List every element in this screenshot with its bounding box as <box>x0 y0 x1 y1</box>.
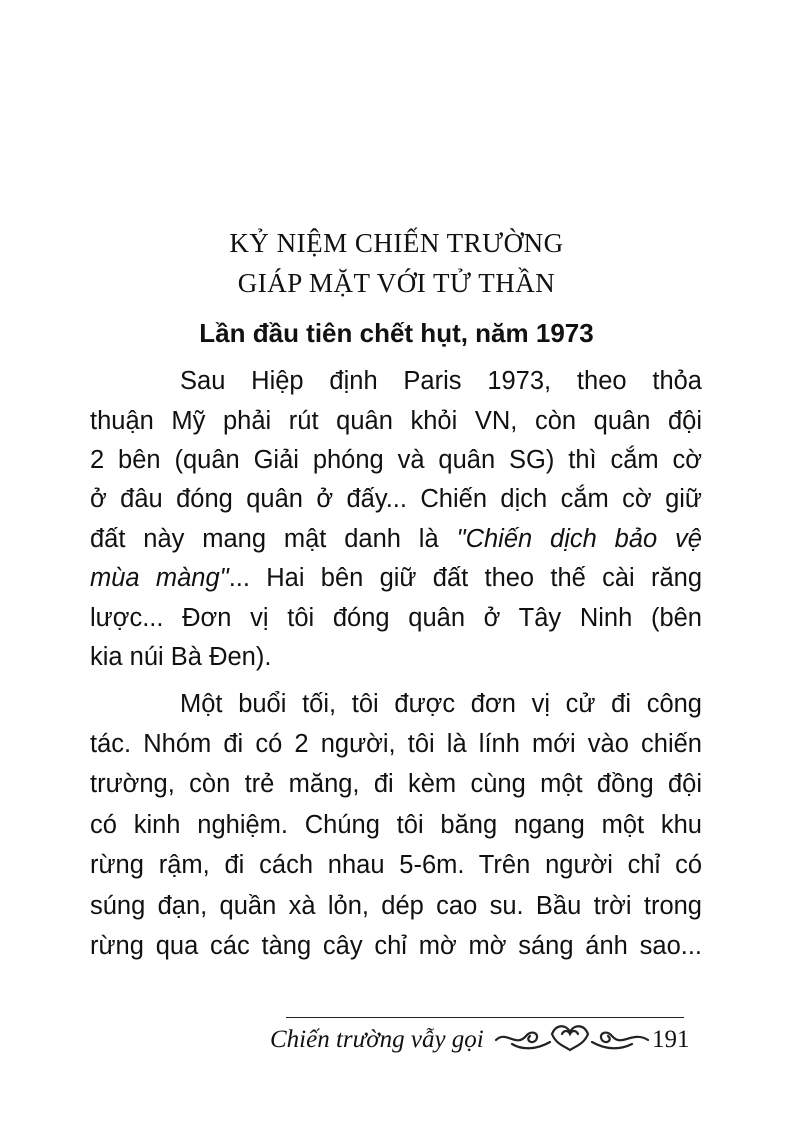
paragraph-1-line: 2 bên (quân Giải phóng và quân SG) thì cắm cờ <box>90 446 702 474</box>
paragraph-2-line: có kinh nghiệm. Chúng tôi băng ngang một khu <box>90 811 702 839</box>
chapter-title-line-2: GIÁP MẶT VỚI TỬ THẦN <box>237 268 556 298</box>
paragraph-2-line: rừng qua các tàng cây chỉ mờ mờ sáng ánh sao... <box>90 932 702 960</box>
paragraph-2-line: Một buổi tối, tôi được đơn vị cử đi công <box>180 690 702 718</box>
paragraph-1-line: Sau Hiệp định Paris 1973, theo thỏa <box>180 367 702 395</box>
footer-ornament-icon <box>492 1020 652 1054</box>
page-number: 191 <box>652 1026 690 1053</box>
footer-rule <box>286 1017 684 1018</box>
paragraph-2-line: súng đạn, quần xà lỏn, dép cao su. Bầu trời trong <box>90 892 702 920</box>
paragraph-1-italic-text: mùa màng" <box>90 564 229 592</box>
paragraph-1-line: ở đâu đóng quân ở đấy... Chiến dịch cắm cờ giữ <box>90 485 702 513</box>
paragraph-1-line: thuận Mỹ phải rút quân khỏi VN, còn quân đội <box>90 407 702 435</box>
paragraph-1-line: kia núi Bà Đen). <box>90 643 272 671</box>
paragraph-1-text: ... Hai bên giữ đất theo thế cài răng <box>228 564 702 592</box>
paragraph-1-line <box>90 561 702 595</box>
paragraph-1-line: lược... Đơn vị tôi đóng quân ở Tây Ninh (bên <box>90 604 702 632</box>
section-heading: Lần đầu tiên chết hụt, năm 1973 <box>199 318 594 348</box>
paragraph-1-italic-text: "Chiến dịch bảo vệ <box>456 525 702 553</box>
paragraph-2-line: rừng rậm, đi cách nhau 5-6m. Trên người chỉ có <box>90 851 702 879</box>
chapter-title-line-1: KỶ NIỆM CHIẾN TRƯỜNG <box>229 228 564 258</box>
paragraph-1-line <box>90 522 702 556</box>
paragraph-2-line: tác. Nhóm đi có 2 người, tôi là lính mới vào chiến <box>90 730 702 758</box>
footer-book-title: Chiến trường vẫy gọi <box>270 1026 484 1053</box>
paragraph-1-text: đất này mang mật danh là <box>90 525 457 553</box>
paragraph-2-line: trường, còn trẻ măng, đi kèm cùng một đồng đội <box>90 770 702 798</box>
